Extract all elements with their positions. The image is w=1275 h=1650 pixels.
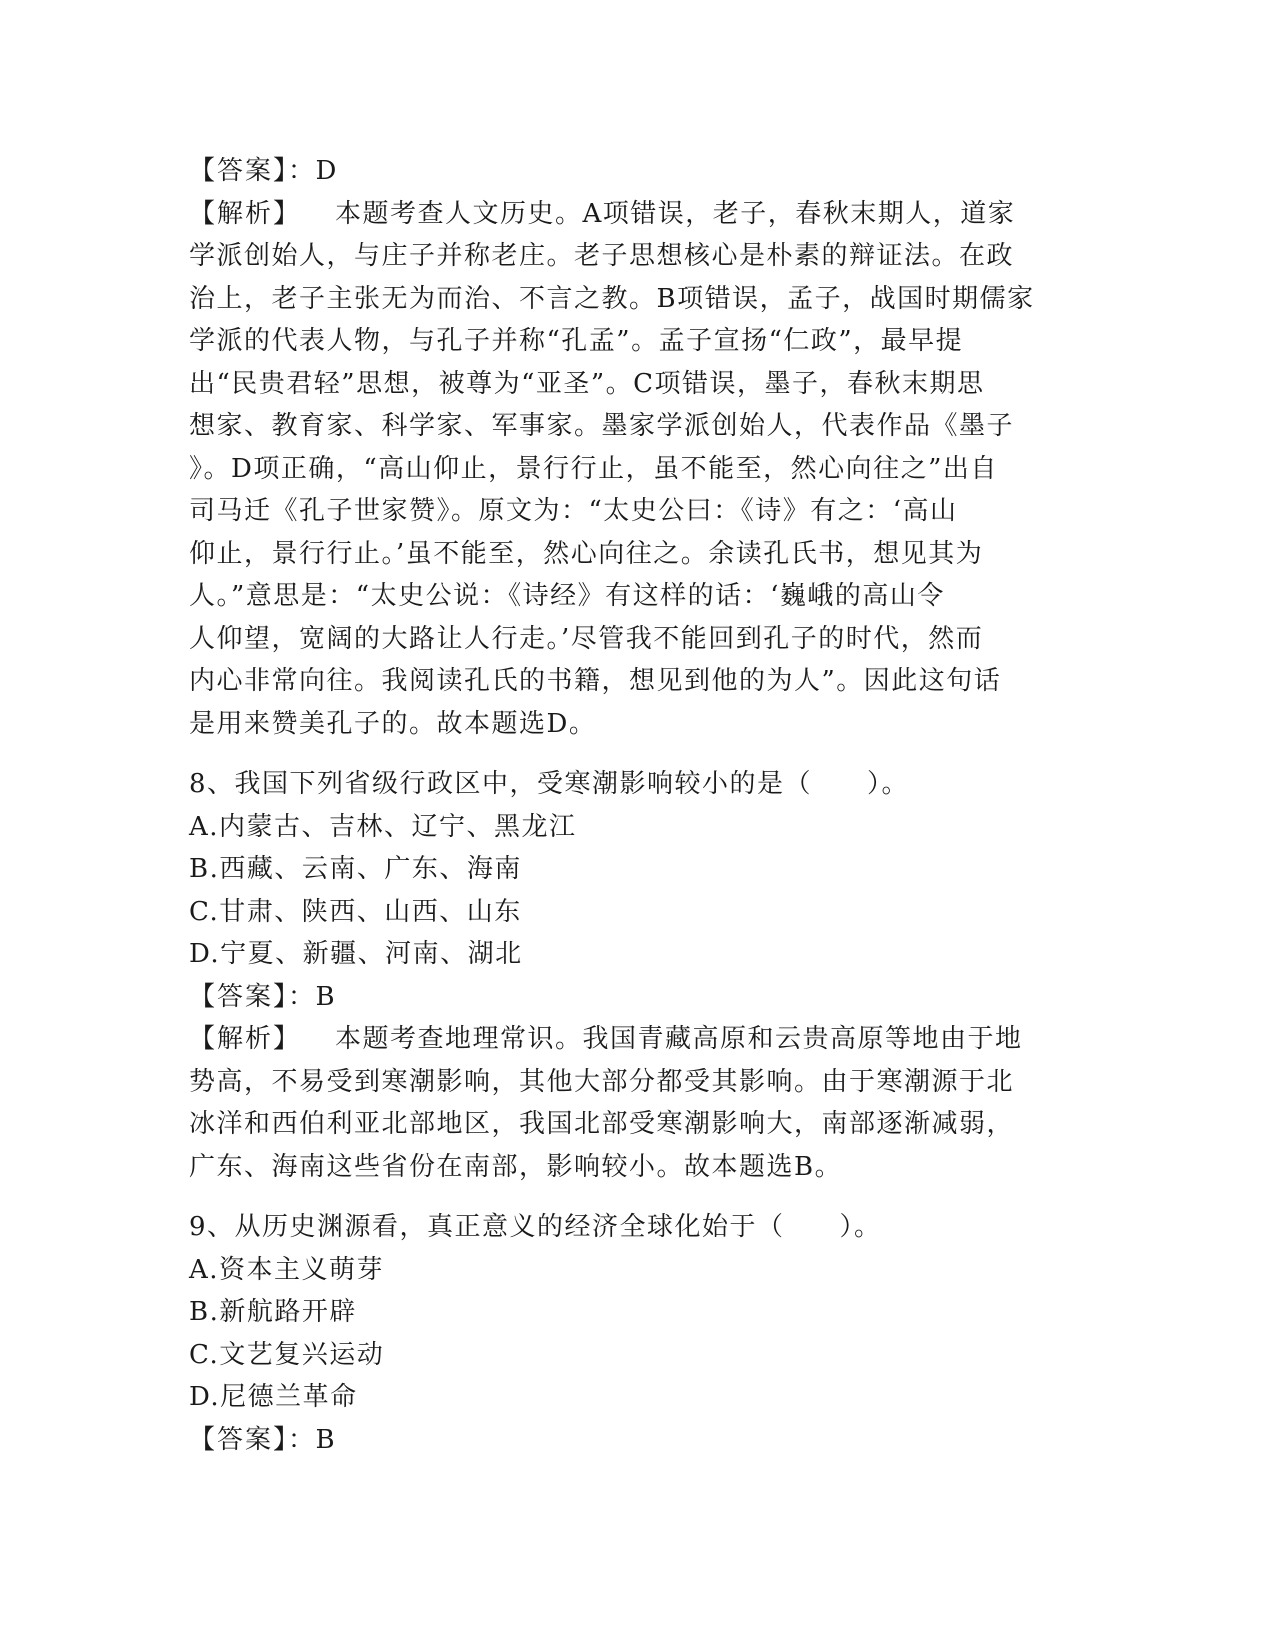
q7-answer-section (189, 150, 1089, 745)
analysis-label: 【解析】 (189, 198, 302, 229)
analysis-text: 人仰望，宽阔的大路让人行走。’尽管我不能回到孔子的时代，然而 (189, 623, 984, 654)
document-page (189, 150, 1089, 1461)
answer-label: 【答案】 (189, 1424, 289, 1455)
option-b: B.新航路开辟 (189, 1297, 357, 1327)
analysis-text: 治上，老子主张无为而治、不言之教。B项错误，孟子，战国时期儒家 (189, 283, 1035, 314)
question-text: 8、我国下列省级行政区中，受寒潮影响较小的是（ ）。 (189, 769, 910, 799)
analysis-text: 本题考查地理常识。我国青藏高原和云贵高原等地由于地 (335, 1024, 1023, 1054)
question-9 (189, 1206, 1089, 1461)
analysis-text: 冰洋和西伯利亚北部地区，我国北部受寒潮影响大，南部逐渐减弱， (189, 1109, 1015, 1139)
answer-value: B (315, 1424, 337, 1455)
analysis-text: 本题考查人文历史。A项错误，老子，春秋末期人，道家 (335, 198, 1016, 229)
analysis-label: 【解析】 (189, 1024, 302, 1054)
answer-separator: ： (288, 981, 316, 1012)
analysis-text: 》。D项正确，“高山仰止，景行行止，虽不能至，然心向往之”出自 (189, 453, 998, 484)
option-c: C.甘肃、陕西、山西、山东 (189, 896, 522, 927)
analysis-text: 人。”意思是：“太史公说：《诗经》有这样的话：‘巍峨的高山令 (189, 581, 945, 611)
analysis-text: 是用来赞美孔子的。故本题选D。 (189, 708, 597, 739)
answer-value: B (315, 981, 337, 1012)
option-a: A.内蒙古、吉林、辽宁、黑龙江 (189, 811, 577, 842)
option-c: C.文艺复兴运动 (189, 1339, 385, 1370)
question-text: 9、从历史渊源看，真正意义的经济全球化始于（ ）。 (189, 1212, 882, 1242)
question-8 (189, 763, 1089, 1188)
answer-value: D (315, 156, 338, 186)
answer-line (189, 1419, 1089, 1462)
analysis-text: 仰止，景行行止。’虽不能至，然心向往之。余读孔氏书，想见其为 (189, 538, 984, 569)
option-d: D.宁夏、新疆、河南、湖北 (189, 939, 523, 969)
answer-separator: ： (288, 1424, 316, 1455)
analysis-text: 司马迁《孔子世家赞》。原文为：“太史公曰：《诗》有之：‘高山 (189, 496, 958, 526)
option-b: B.西藏、云南、广东、海南 (189, 854, 522, 884)
option-a: A.资本主义萌芽 (189, 1254, 385, 1285)
answer-line (189, 150, 1089, 193)
analysis-text: 出“民贵君轻”思想，被尊为“亚圣”。C项错误，墨子，春秋末期思 (189, 368, 985, 399)
option-d: D.尼德兰革命 (189, 1382, 358, 1412)
answer-label: 【答案】 (189, 981, 289, 1012)
analysis-text: 学派的代表人物，与孔子并称“孔孟”。孟子宣扬“仁政”，最早提 (189, 326, 964, 356)
analysis-line (189, 193, 1089, 236)
analysis-text: 广东、海南这些省份在南部，影响较小。故本题选B。 (189, 1151, 843, 1182)
answer-label: 【答案】 (189, 156, 289, 186)
analysis-text: 学派创始人，与庄子并称老庄。老子思想核心是朴素的辩证法。在政 (189, 241, 1015, 271)
analysis-text: 内心非常向往。我阅读孔氏的书籍，想见到他的为人”。因此这句话 (189, 666, 1002, 696)
answer-line (189, 976, 1089, 1019)
analysis-text: 想家、教育家、科学家、军事家。墨家学派创始人，代表作品《墨子 (189, 411, 1015, 441)
analysis-text: 势高，不易受到寒潮影响，其他大部分都受其影响。由于寒潮源于北 (189, 1066, 1015, 1097)
answer-separator: ： (288, 156, 316, 186)
analysis-line (189, 1018, 1089, 1061)
